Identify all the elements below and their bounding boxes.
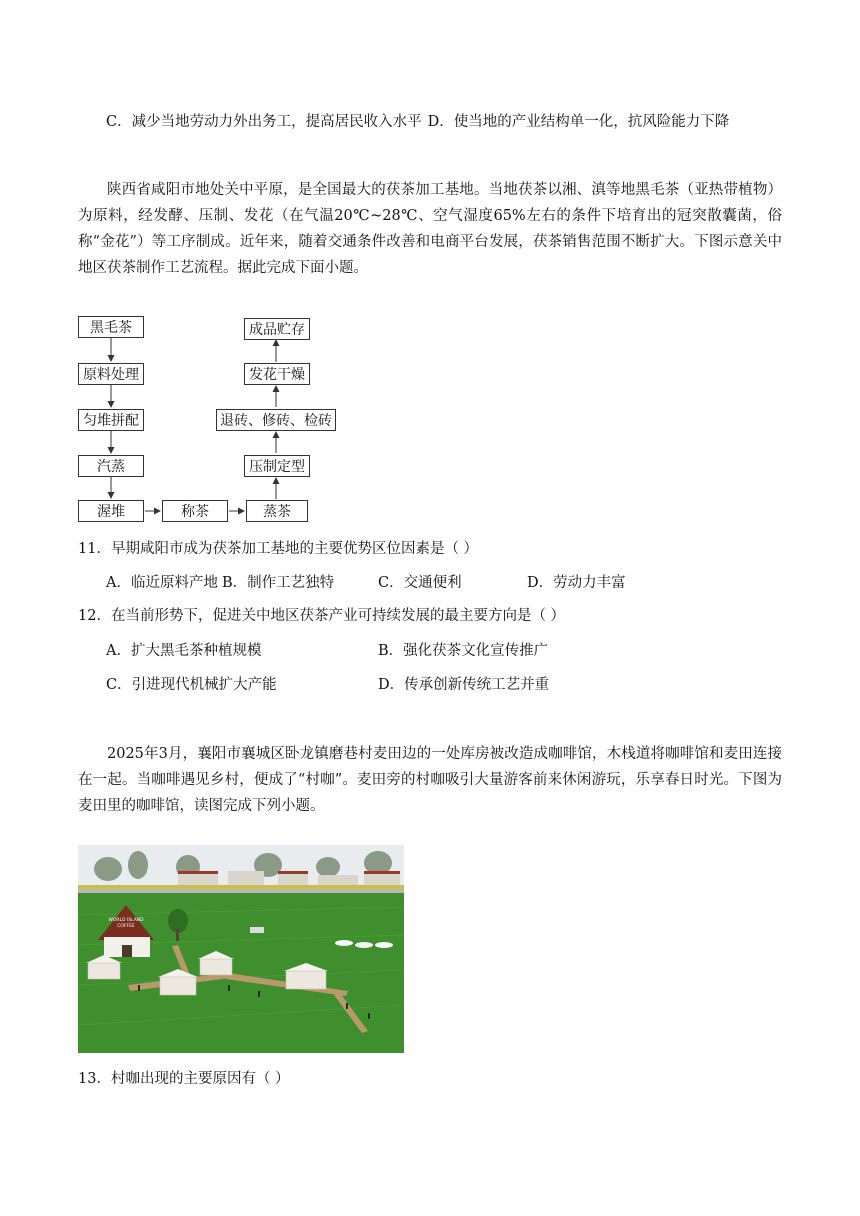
- q11-option-a: A．临近原料产地: [106, 575, 218, 591]
- q12-option-c: C．引进现代机械扩大产能: [106, 677, 277, 693]
- q11-option-b: B．制作工艺独特: [222, 575, 335, 591]
- q12-option-a: A．扩大黑毛茶种植规模: [106, 643, 262, 659]
- q11-stem: 11．早期咸阳市成为茯茶加工基地的主要优势区位因素是（ ）: [78, 541, 479, 557]
- q11-option-d: D．劳动力丰富: [527, 575, 626, 591]
- flow-step-heimaocha: 黑毛茶: [78, 316, 144, 338]
- q13-stem: 13．村咖出现的主要原因有（ ）: [78, 1071, 290, 1087]
- q10-option-c: C．减少当地劳动力外出务工，提高居民收入水平: [106, 114, 422, 130]
- q10-option-d: D．使当地的产业结构单一化，抗风险能力下降: [427, 114, 730, 130]
- svg-text:WORLD ISLAND: WORLD ISLAND: [108, 918, 144, 923]
- svg-text:COFFEE: COFFEE: [117, 924, 135, 929]
- flow-step-tuizhuan: 退砖、修砖、检砖: [216, 409, 336, 431]
- passage-fucha: 陕西省咸阳市地处关中平原，是全国最大的茯茶加工基地。当地茯茶以湘、滇等地黑毛茶（亚热带植物）为原料，经发酵、压制、发花（在气温20℃~28℃、空气湿度65%左右的条件下培育出的冠突散囊菌，俗称“金花”）等工序制成。近年来，随着交通条件改善和电商平台发展，茯茶销售范围不断扩大。下图示意关中地区茯茶制作工艺流程。据此完成下面小题。: [78, 182, 782, 276]
- q12-option-d: D．传承创新传统工艺并重: [378, 677, 550, 693]
- flow-step-chengpin: 成品贮存: [244, 318, 310, 340]
- q12-stem: 12．在当前形势下，促进关中地区茯茶产业可持续发展的最主要方向是（ ）: [78, 608, 566, 624]
- coffee-field-photo: [78, 845, 404, 1053]
- coffee-field-illustration: [78, 845, 404, 1053]
- flow-step-yazhi: 压制定型: [244, 455, 310, 477]
- flow-step-chengcha: 称茶: [162, 500, 228, 522]
- q11-option-c: C．交通便利: [378, 575, 462, 591]
- q12-option-b: B．强化茯茶文化宣传推广: [378, 643, 549, 659]
- flow-step-qizheng: 汽蒸: [78, 455, 144, 477]
- flow-step-yundui: 匀堆拼配: [78, 409, 144, 431]
- flow-step-yuanliao: 原料处理: [78, 363, 144, 385]
- flow-step-fahua: 发花干燥: [244, 363, 310, 385]
- flow-step-wodui: 渥堆: [78, 500, 144, 522]
- flow-step-zhengcha: 蒸茶: [246, 500, 308, 522]
- passage-village-coffee: 2025年3月，襄阳市襄城区卧龙镇磨巷村麦田边的一处库房被改造成咖啡馆，木栈道将咖啡馆和麦田连接在一起。当咖啡遇见乡村，便成了“村咖”。麦田旁的村咖吸引大量游客前来休闲游玩，乐享春日时光。下图为麦田里的咖啡馆，读图完成下列小题。: [78, 746, 782, 814]
